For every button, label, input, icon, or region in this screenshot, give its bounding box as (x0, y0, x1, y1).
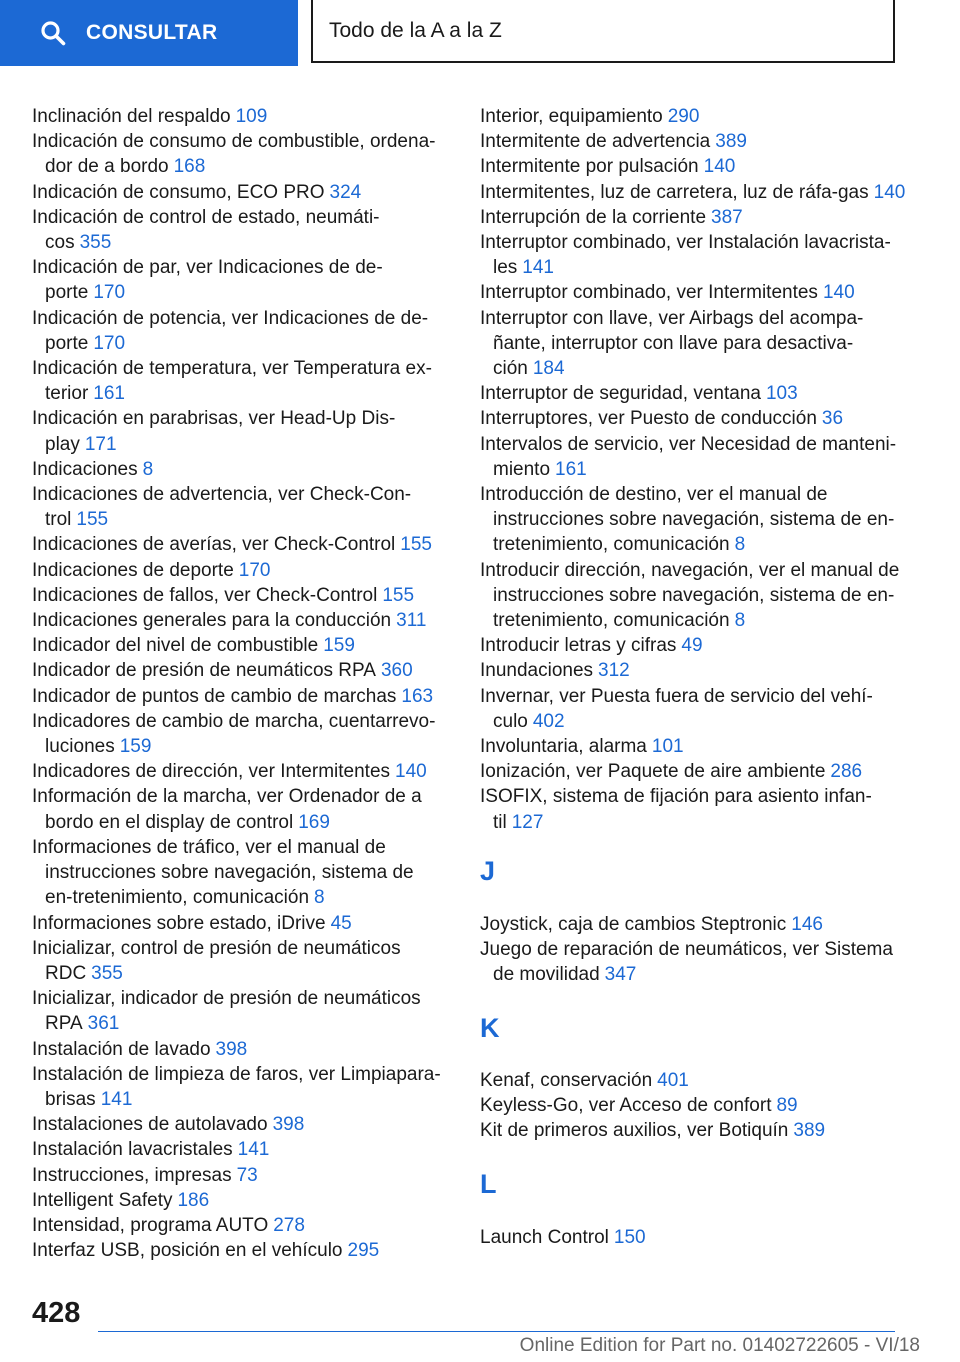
index-entry-text: Información de la marcha, ver Ordenador de a bordo en el display de control (32, 786, 422, 833)
page-reference-link[interactable]: 389 (715, 131, 747, 153)
page-reference-link[interactable]: 360 (380, 660, 413, 682)
index-entry-text: Indicaciones (32, 458, 138, 480)
index-entry (480, 129, 912, 154)
top-navigation-bar (0, 0, 960, 66)
page-reference-link[interactable]: 161 (555, 458, 587, 480)
index-entry (32, 784, 444, 834)
index-entry-text: Joystick, caja de cambios Steptronic (480, 913, 787, 935)
index-entry-text: Indicación de par, ver Indicaciones de de-porte (32, 257, 383, 304)
index-entry-text: Indicaciones de advertencia, ver Check-Con-trol (32, 484, 412, 531)
index-entry (32, 558, 444, 583)
index-entry (32, 306, 444, 356)
page-reference-link[interactable]: 355 (91, 962, 123, 984)
index-entry-text: Inundaciones (480, 660, 594, 682)
section-letter-l: L (480, 1169, 497, 1200)
index-entry (32, 1188, 444, 1213)
page-reference-link[interactable]: 155 (76, 509, 109, 531)
index-entry (480, 633, 912, 658)
page-reference-link[interactable]: 8 (142, 458, 154, 480)
index-entry (32, 1037, 444, 1062)
index-entry (480, 104, 912, 129)
index-entry-text: Inicializar, control de presión de neumáticos RDC (32, 937, 401, 984)
entry-list-left (32, 104, 444, 1263)
section-letter-j: J (480, 855, 496, 886)
index-entry (480, 306, 912, 382)
page-reference-link[interactable]: 140 (395, 761, 427, 783)
index-entry (480, 230, 912, 280)
page-reference-link[interactable]: 355 (79, 232, 112, 254)
page-reference-link[interactable]: 398 (215, 1038, 248, 1060)
index-entry (32, 180, 444, 205)
index-entry-text: Informaciones sobre estado, iDrive (32, 912, 326, 934)
index-entry (32, 1137, 444, 1162)
page-reference-link[interactable]: 168 (173, 156, 206, 178)
index-entry-text: Indicadores de cambio de marcha, cuentarrevo-luciones (32, 710, 436, 758)
index-entry-text: ISOFIX, sistema de fijación para asiento infan-til (480, 786, 872, 833)
index-entry-text: Indicador de presión de neumáticos RPA (32, 660, 376, 682)
page-reference-link[interactable]: 170 (238, 559, 271, 581)
index-entry-text: Introducción de destino, ver el manual de instrucciones sobre navegación, sistema de en-tretenimiento, comunicación (480, 484, 895, 556)
index-entry (32, 532, 444, 557)
page-reference-link[interactable]: 163 (401, 685, 434, 707)
index-entry (480, 912, 912, 937)
page-reference-link[interactable]: 159 (119, 736, 152, 758)
page-reference-link[interactable]: 8 (734, 610, 746, 632)
page-reference-link[interactable]: 36 (821, 408, 844, 430)
index-entry (480, 759, 912, 784)
index-entry (480, 180, 912, 205)
index-column-left (32, 104, 444, 1263)
index-entry-text: Interruptor combinado, ver Instalación lavacrista-les (480, 232, 891, 279)
index-entry (32, 658, 444, 683)
page-reference-link[interactable]: 45 (330, 912, 352, 934)
page-reference-link[interactable]: 286 (830, 761, 863, 783)
index-entry-text: Instalación lavacristales (32, 1139, 233, 1161)
page-reference-link[interactable]: 324 (329, 181, 362, 203)
index-entry (32, 608, 444, 633)
page-reference-link[interactable]: 155 (382, 584, 415, 606)
index-entry-text: Instalación de lavado (32, 1038, 211, 1060)
index-entry-text: Introducir dirección, navegación, ver el manual de instrucciones sobre navegación, sistema de en-tretenimiento, comunicación (480, 559, 900, 632)
index-entry (480, 406, 912, 431)
index-entry (32, 406, 444, 456)
page-reference-link[interactable]: 295 (347, 1240, 380, 1262)
index-entry-text: Intervalos de servicio, ver Necesidad de manteni-miento (480, 433, 897, 480)
index-entry (480, 937, 912, 987)
index-entry-text: Inclinación del respaldo (32, 106, 231, 127)
index-entry-text: Inicializar, indicador de presión de neumáticos RPA (32, 988, 421, 1035)
page-reference-link[interactable]: 170 (93, 332, 126, 354)
index-entry (32, 104, 444, 129)
page-reference-link[interactable]: 109 (235, 106, 268, 127)
page-number: 428 (32, 1297, 81, 1329)
page-reference-link[interactable]: 171 (84, 433, 117, 455)
index-entry-text: Ionización, ver Paquete de aire ambiente (480, 761, 826, 783)
index-entry (32, 759, 444, 784)
index-entry (480, 558, 912, 634)
index-entry (32, 684, 444, 709)
index-entry (480, 381, 912, 406)
index-entry (32, 1062, 444, 1112)
page-reference-link[interactable]: 101 (651, 736, 684, 758)
footer-edition-text: Online Edition for Part no. 01402722605 - VI/18 (519, 1335, 920, 1356)
page-reference-link[interactable]: 402 (532, 710, 565, 732)
index-entry (32, 1213, 444, 1238)
page-reference-link[interactable]: 150 (613, 1227, 646, 1249)
entry-list-i (480, 104, 912, 835)
page-reference-link[interactable]: 89 (776, 1094, 798, 1116)
entry-list-j (480, 912, 912, 988)
index-entry (480, 784, 912, 834)
page-reference-link[interactable]: 347 (604, 964, 637, 986)
index-entry-text: Indicación de temperatura, ver Temperatura ex-terior (32, 358, 432, 405)
index-entry (32, 986, 444, 1036)
index-entry-text: Interfaz USB, posición en el vehículo (32, 1240, 343, 1262)
page-reference-link[interactable]: 312 (598, 660, 630, 682)
index-entry-text: Invernar, ver Puesta fuera de servicio del vehí-culo (480, 685, 873, 732)
index-entry (32, 911, 444, 936)
consult-tab-label: CONSULTAR (86, 21, 218, 44)
a-to-z-tab-label: Todo de la A a la Z (329, 18, 502, 42)
page-reference-link[interactable]: 141 (237, 1139, 270, 1161)
index-entry-text: Kit de primeros auxilios, ver Botiquín (480, 1119, 789, 1141)
page-reference-link[interactable]: 186 (177, 1189, 210, 1211)
index-entry (480, 154, 912, 179)
entry-list-l (480, 1225, 912, 1250)
page-reference-link[interactable]: 146 (791, 913, 823, 935)
index-entry (480, 1093, 912, 1118)
index-entry-text: Indicación de consumo de combustible, ordena-dor de a bordo (32, 131, 436, 178)
page-reference-link[interactable]: 140 (703, 156, 736, 178)
page-reference-link[interactable]: 127 (511, 811, 544, 833)
page-reference-link[interactable]: 387 (711, 206, 743, 228)
index-entry-text: Instalación de limpieza de faros, ver Limpiapara-brisas (32, 1063, 441, 1110)
index-entry-text: Indicador del nivel de combustible (32, 635, 319, 657)
index-entry (32, 255, 444, 305)
search-icon (40, 20, 66, 46)
index-entry-text: Indicaciones de deporte (32, 559, 234, 581)
page-reference-link[interactable]: 49 (681, 635, 703, 657)
index-entry (480, 684, 912, 734)
index-entry-text: Informaciones de tráfico, ver el manual de instrucciones sobre navegación, sistema de en-tretenimiento, comunicación (32, 836, 414, 909)
index-entry-text: Juego de reparación de neumáticos, ver Sistema de movilidad (480, 939, 893, 986)
index-entry (32, 457, 444, 482)
page-reference-link[interactable]: 103 (765, 383, 798, 405)
page-reference-link[interactable]: 8 (314, 887, 325, 909)
index-entry (480, 1225, 912, 1250)
index-entry-text: Involuntaria, alarma (480, 736, 647, 758)
index-entry-text: Keyless-Go, ver Acceso de confort (480, 1094, 772, 1116)
index-entry (480, 658, 912, 683)
index-entry (32, 1238, 444, 1263)
index-entry-text: Indicación de potencia, ver Indicaciones de de-porte (32, 307, 429, 354)
page-reference-link[interactable]: 389 (793, 1119, 826, 1141)
index-entry-text: Interruptor con llave, ver Airbags del acompa-ñante, interruptor con llave para desactiva-ción (480, 307, 864, 380)
index-entry (32, 936, 444, 986)
page-reference-link[interactable]: 169 (298, 811, 330, 833)
index-entry-text: Intermitente por pulsación (480, 156, 699, 178)
page-reference-link[interactable]: 184 (532, 358, 565, 380)
index-entry-text: Indicaciones de averías, ver Check-Control (32, 534, 396, 556)
index-entry (32, 583, 444, 608)
footer-divider (98, 1331, 895, 1332)
index-entry (32, 129, 444, 179)
page-reference-link[interactable]: 361 (87, 1013, 120, 1035)
a-to-z-tab[interactable] (311, 0, 895, 63)
index-entry-text: Indicadores de dirección, ver Intermitentes (32, 761, 391, 783)
index-entry-text: Interruptores, ver Puesto de conducción (480, 408, 817, 430)
entry-list-k (480, 1068, 912, 1144)
page-reference-link[interactable]: 141 (522, 257, 554, 279)
consult-tab[interactable] (0, 0, 298, 66)
index-entry-text: Indicador de puntos de cambio de marchas (32, 685, 397, 707)
page-reference-link[interactable]: 141 (100, 1088, 133, 1110)
index-entry-text: Instrucciones, impresas (32, 1164, 232, 1186)
page-reference-link[interactable]: 73 (236, 1164, 258, 1186)
index-entry (480, 280, 912, 305)
index-entry-text: Interior, equipamiento (480, 106, 663, 127)
section-letter-k: K (480, 1012, 500, 1043)
index-entry-text: Indicación de control de estado, neumáti-cos (32, 206, 380, 254)
index-entry-text: Indicación de consumo, ECO PRO (32, 181, 325, 203)
index-entry-text: Interruptor combinado, ver Intermitentes (480, 282, 818, 304)
index-entry (480, 482, 912, 558)
index-entry (32, 709, 444, 759)
index-entry-text: Kenaf, conservación (480, 1069, 653, 1091)
index-column-right (480, 104, 912, 1250)
page-reference-link[interactable]: 170 (93, 282, 126, 304)
index-entry-text: Indicaciones generales para la conducción (32, 610, 392, 632)
page-reference-link[interactable]: 161 (93, 383, 125, 405)
index-entry-text: Launch Control (480, 1227, 609, 1249)
index-entry (32, 835, 444, 911)
index-entry (32, 633, 444, 658)
index-entry-text: Instalaciones de autolavado (32, 1114, 268, 1136)
index-entry-text: Interruptor de seguridad, ventana (480, 383, 761, 405)
index-entry-text: Intelligent Safety (32, 1189, 173, 1211)
page-reference-link[interactable]: 8 (734, 534, 746, 556)
index-entry-text: Indicaciones de fallos, ver Check-Control (32, 584, 378, 606)
index-entry (480, 1068, 912, 1093)
page-reference-link[interactable]: 290 (667, 106, 700, 127)
page-reference-link[interactable]: 159 (323, 635, 355, 657)
page-reference-link[interactable]: 140 (822, 282, 855, 304)
page-reference-link[interactable]: 155 (400, 534, 432, 556)
index-entry (32, 482, 444, 532)
index-entry-text: Interrupción de la corriente (480, 206, 707, 228)
index-entry (480, 1118, 912, 1143)
page-reference-link[interactable]: 401 (657, 1069, 689, 1091)
index-entry-text: Introducir letras y cifras (480, 635, 677, 657)
index-entry (480, 432, 912, 482)
index-entry-text: Intensidad, programa AUTO (32, 1214, 269, 1236)
page-reference-link[interactable]: 311 (396, 610, 427, 632)
index-entry (480, 734, 912, 759)
index-entry (32, 1112, 444, 1137)
index-entry (32, 1163, 444, 1188)
page-reference-link[interactable]: 278 (273, 1214, 305, 1236)
index-entry-text: Intermitente de advertencia (480, 131, 711, 153)
index-entry (32, 205, 444, 255)
index-entry (32, 356, 444, 406)
page-reference-link[interactable]: 398 (272, 1114, 305, 1136)
page-reference-link[interactable]: 140 (873, 181, 906, 203)
index-entry-text: Intermitentes, luz de carretera, luz de ráfa-gas (480, 181, 869, 203)
index-entry (480, 205, 912, 230)
index-entry-text: Indicación en parabrisas, ver Head-Up Dis-play (32, 408, 396, 455)
